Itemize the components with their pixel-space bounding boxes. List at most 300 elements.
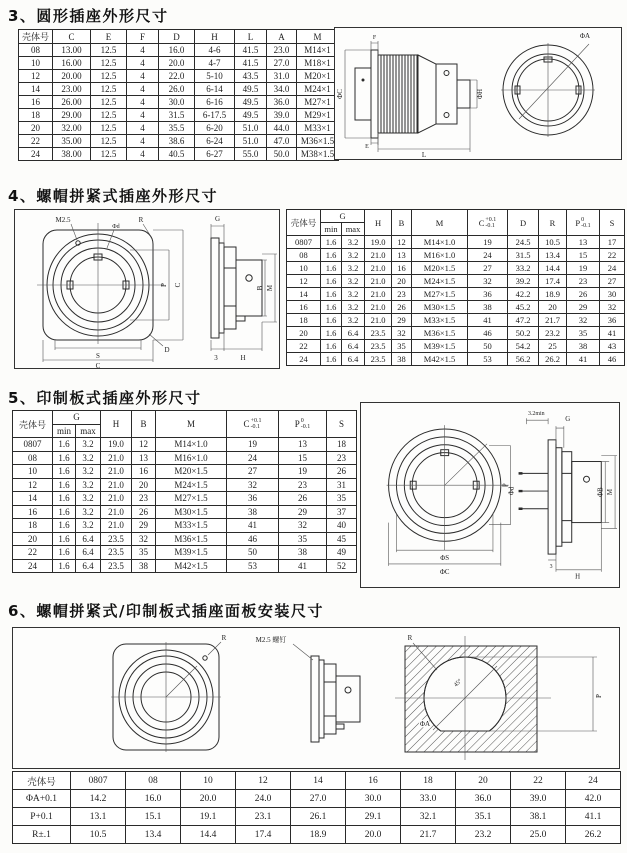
p-tol-upper: 0	[300, 418, 304, 424]
table-row	[13, 532, 357, 546]
table-cell: 3.2	[342, 288, 365, 301]
table-cell: 22	[13, 546, 53, 560]
table-cell: 4-6	[195, 44, 235, 57]
table-cell: 27	[227, 465, 279, 479]
table-row	[13, 559, 357, 573]
table-cell: 15	[567, 249, 600, 262]
table-cell: 41.5	[235, 44, 267, 57]
round-socket-drawing	[335, 28, 621, 159]
table-cell: 1.6	[53, 559, 76, 573]
table-cell: 49.5	[235, 83, 267, 96]
column-header: 22	[511, 772, 566, 790]
col-header-r: R	[539, 210, 567, 236]
column-header: 20	[456, 772, 511, 790]
col-header-b: B	[392, 210, 412, 236]
pcb-socket-dim-table	[12, 410, 357, 573]
table-cell: M33×1.5	[412, 314, 468, 327]
dim-label-f: F	[372, 35, 377, 41]
table-cell: 3.2	[342, 236, 365, 249]
table-cell: 14.4	[539, 262, 567, 275]
table-cell: 41	[600, 327, 625, 340]
table-cell: 38	[392, 353, 412, 366]
table-cell: 12.5	[91, 70, 127, 83]
round-socket-drawing-box	[334, 27, 622, 160]
col-header-shell: 壳体号	[13, 411, 53, 438]
table-cell: 32.1	[401, 808, 456, 826]
table-cell: 35	[279, 532, 327, 546]
col-header-h: H	[365, 210, 392, 236]
table-row	[13, 451, 357, 465]
table-cell: M27×1.5	[156, 492, 227, 506]
table-cell: 23	[392, 288, 412, 301]
table-cell: 10	[19, 57, 53, 70]
table-cell: 1.6	[53, 451, 76, 465]
table-cell: 36	[227, 492, 279, 506]
panel-mount-drawing-box	[12, 627, 620, 769]
column-header: 0807	[71, 772, 126, 790]
table-cell: 29	[392, 314, 412, 327]
table-cell: 23	[567, 275, 600, 288]
dim-label-d: D	[164, 346, 170, 354]
table-cell: 21.0	[101, 519, 132, 533]
table-cell: 12	[392, 236, 412, 249]
round-socket-dim-table	[18, 29, 339, 161]
table-cell: 6-14	[195, 83, 235, 96]
table-cell: 44.0	[267, 122, 297, 135]
col-header-d: D	[508, 210, 539, 236]
dim-label-r-cutout: R	[407, 634, 413, 642]
table-cell: 21.0	[101, 451, 132, 465]
table-cell: M24×1	[297, 83, 339, 96]
table-cell: 20	[13, 532, 53, 546]
table-row	[13, 519, 357, 533]
table-cell: 23.2	[456, 826, 511, 844]
table-cell: 23.1	[236, 808, 291, 826]
table-cell: 47.0	[267, 135, 297, 148]
table-cell: 1.6	[53, 505, 76, 519]
dim-label-r-front: R	[221, 634, 227, 642]
table-cell: 21.0	[365, 314, 392, 327]
table-cell: 35	[327, 492, 357, 506]
col-header-p-tolerance	[279, 411, 327, 438]
table-cell: 26	[567, 288, 600, 301]
table-cell: 24	[600, 262, 625, 275]
dim-label-phi-c: ΦC	[336, 89, 344, 99]
dim-label-e: E	[365, 144, 369, 150]
p-tol-lower: -0.1	[300, 424, 311, 430]
table-cell: 30	[600, 288, 625, 301]
column-header: M	[297, 30, 339, 44]
table-cell: 12.5	[91, 96, 127, 109]
table-cell: M39×1.5	[156, 546, 227, 560]
table-cell: 39.2	[508, 275, 539, 288]
dim-label-g: G	[565, 416, 571, 424]
table-row	[287, 288, 625, 301]
table-cell: 24	[13, 559, 53, 573]
table-cell: M30×1.5	[412, 301, 468, 314]
table-cell: 13	[567, 236, 600, 249]
table-row	[13, 478, 357, 492]
table-cell: 18	[19, 109, 53, 122]
table-cell: 38	[227, 505, 279, 519]
table-cell: 52	[327, 559, 357, 573]
col-header-p-tolerance	[567, 210, 600, 236]
table-cell: 21.0	[365, 275, 392, 288]
table-cell: 14.2	[71, 790, 126, 808]
table-cell: 12.5	[91, 122, 127, 135]
table-cell: 17.4	[236, 826, 291, 844]
table-cell: 4	[127, 83, 159, 96]
table-cell: 21.0	[101, 492, 132, 506]
table-cell: 13.1	[71, 808, 126, 826]
table-cell: P+0.1	[13, 808, 71, 826]
table-cell: 10	[287, 262, 321, 275]
dim-label-g: G	[214, 215, 221, 223]
table-cell: 42.2	[508, 288, 539, 301]
table-cell: M29×1	[297, 109, 339, 122]
col-header-g: G	[321, 210, 365, 223]
table-cell: 6.4	[342, 353, 365, 366]
table-cell: 32	[468, 275, 508, 288]
table-row	[13, 808, 621, 826]
table-cell: 13	[132, 451, 156, 465]
table-row	[13, 505, 357, 519]
table-cell: 18	[327, 438, 357, 452]
p-base: P	[294, 419, 300, 429]
table-cell: M14×1.0	[412, 236, 468, 249]
column-header: F	[127, 30, 159, 44]
table-cell: 13.4	[126, 826, 181, 844]
table-cell: 35.5	[159, 122, 195, 135]
table-cell: 22	[287, 340, 321, 353]
table-cell: 6.4	[342, 340, 365, 353]
section5-title: 5、印制板式插座外形尺寸	[8, 389, 202, 407]
panel-mount-drawing	[13, 628, 619, 768]
table-cell: 31.0	[267, 70, 297, 83]
table-cell: 1.6	[321, 275, 342, 288]
table-cell: 20.00	[53, 70, 91, 83]
column-header: E	[91, 30, 127, 44]
table-cell: 51.0	[235, 122, 267, 135]
table-cell: 29.1	[346, 808, 401, 826]
table-cell: 23	[327, 451, 357, 465]
table-cell: M42×1.5	[156, 559, 227, 573]
column-header: 18	[401, 772, 456, 790]
table-cell: M38×1.5	[297, 148, 339, 161]
table-cell: 25	[539, 340, 567, 353]
table-cell: 10.5	[539, 236, 567, 249]
table-cell: M16×1.0	[156, 451, 227, 465]
dim-label-3: 3	[214, 354, 218, 362]
table-cell: 0807	[13, 438, 53, 452]
table-cell: 16.0	[126, 790, 181, 808]
col-header-g-min: min	[53, 424, 76, 438]
table-cell: 3.2	[342, 262, 365, 275]
panel-mount-dim-table	[12, 771, 621, 844]
table-cell: 12	[287, 275, 321, 288]
table-cell: 24	[468, 249, 508, 262]
table-cell: 23.5	[365, 340, 392, 353]
table-cell: 19	[227, 438, 279, 452]
table-cell: 4	[127, 44, 159, 57]
table-cell: 13	[279, 438, 327, 452]
table-cell: 41	[227, 519, 279, 533]
table-cell: 35	[567, 327, 600, 340]
dimension-lines	[111, 642, 221, 752]
table-cell: 1.6	[321, 327, 342, 340]
table-cell: 26.2	[539, 353, 567, 366]
table-cell: 22.0	[159, 70, 195, 83]
table-cell: 3.2	[76, 519, 101, 533]
table-cell: 35	[132, 546, 156, 560]
table-cell: M27×1	[297, 96, 339, 109]
table-cell: 16	[19, 96, 53, 109]
pcb-socket-drawing-box	[360, 402, 620, 588]
table-cell: 4	[127, 122, 159, 135]
table-cell: 12.5	[91, 135, 127, 148]
c-tol-upper: +0.1	[485, 216, 497, 223]
nut-clamp-side-view	[211, 238, 262, 338]
dim-label-phi-a: ΦA	[419, 720, 431, 728]
table-cell: 6-20	[195, 122, 235, 135]
table-cell: 30.0	[159, 96, 195, 109]
table-cell: 25.0	[511, 826, 566, 844]
dim-label-p: P	[502, 483, 510, 488]
table-cell: 14	[19, 83, 53, 96]
dim-label-phi-h: ΦH	[476, 88, 484, 100]
table-cell: 40	[327, 519, 357, 533]
table-cell: 31.5	[159, 109, 195, 122]
table-cell: 26	[327, 465, 357, 479]
nut-clamp-drawing-box	[14, 209, 280, 369]
table-cell: 12.5	[91, 57, 127, 70]
table-cell: 41	[468, 314, 508, 327]
dim-label-m25: M2.5	[55, 216, 71, 224]
table-row	[287, 236, 625, 249]
table-cell: 23	[279, 478, 327, 492]
dim-label-phi-b: ΦB	[597, 487, 605, 497]
table-cell: 6.4	[76, 532, 101, 546]
table-cell: 1.6	[321, 262, 342, 275]
table-cell: 12.5	[91, 44, 127, 57]
table-cell: 50.0	[267, 148, 297, 161]
table-cell: 14.4	[181, 826, 236, 844]
table-row	[13, 465, 357, 479]
table-cell: M39×1.5	[412, 340, 468, 353]
table-cell: 32	[227, 478, 279, 492]
col-header-s: S	[600, 210, 625, 236]
table-cell: 1.6	[53, 519, 76, 533]
table-cell: 32	[600, 301, 625, 314]
table-cell: 40.5	[159, 148, 195, 161]
table-cell: 1.6	[53, 546, 76, 560]
dim-label-p: P	[595, 694, 603, 698]
table-cell: 33.0	[401, 790, 456, 808]
table-cell: 1.6	[321, 288, 342, 301]
table-cell: 38.00	[53, 148, 91, 161]
col-header-g: G	[53, 411, 101, 425]
dim-label-b: B	[256, 285, 264, 291]
table-cell: 27.0	[291, 790, 346, 808]
dim-label-p: P	[160, 283, 168, 287]
table-cell: 13	[392, 249, 412, 262]
table-cell: 39.0	[511, 790, 566, 808]
table-cell: 3.2	[76, 438, 101, 452]
table-cell: 38.6	[159, 135, 195, 148]
table-cell: 4	[127, 135, 159, 148]
table-cell: 6.4	[76, 546, 101, 560]
table-cell: 24.0	[236, 790, 291, 808]
table-cell: 1.6	[321, 340, 342, 353]
table-cell: 1.6	[53, 465, 76, 479]
table-cell: 32.00	[53, 122, 91, 135]
col-header-m: M	[412, 210, 468, 236]
table-cell: 6-24	[195, 135, 235, 148]
table-row	[13, 790, 621, 808]
col-header-m: M	[156, 411, 227, 438]
table-cell: 19	[279, 465, 327, 479]
table-cell: M20×1.5	[156, 465, 227, 479]
table-cell: 4	[127, 57, 159, 70]
c-base: C	[478, 217, 485, 228]
table-cell: 19.0	[365, 236, 392, 249]
table-cell: 26	[392, 301, 412, 314]
table-cell: 1.6	[321, 314, 342, 327]
dim-label-phi-d: Φd	[508, 486, 516, 496]
table-cell: M20×1	[297, 70, 339, 83]
table-cell: 20	[132, 478, 156, 492]
table-cell: 36.0	[267, 96, 297, 109]
table-cell: 49.5	[235, 109, 267, 122]
round-socket-side-view	[355, 50, 470, 138]
table-cell: 1.6	[321, 353, 342, 366]
table-cell: 3.2	[342, 249, 365, 262]
col-header-s: S	[327, 411, 357, 438]
table-cell: 27	[468, 262, 508, 275]
table-cell: 21.0	[101, 465, 132, 479]
table-row	[13, 546, 357, 560]
table-cell: R±.1	[13, 826, 71, 844]
table-cell: 26.0	[159, 83, 195, 96]
table-cell: 16	[287, 301, 321, 314]
table-cell: 36	[468, 288, 508, 301]
table-cell: 49	[327, 546, 357, 560]
table-cell: 12.5	[91, 148, 127, 161]
table-cell: 53	[227, 559, 279, 573]
table-cell: 20	[539, 301, 567, 314]
table-cell: 23.00	[53, 83, 91, 96]
table-cell: 12	[132, 438, 156, 452]
table-cell: 21.7	[539, 314, 567, 327]
table-row	[13, 826, 621, 844]
table-cell: 14	[287, 288, 321, 301]
nut-clamp-socket-dim-table	[286, 209, 625, 366]
col-header-c-tolerance	[227, 411, 279, 438]
table-cell: 1.6	[53, 532, 76, 546]
table-cell: 15	[279, 451, 327, 465]
table-cell: 29.00	[53, 109, 91, 122]
table-cell: 21.7	[401, 826, 456, 844]
table-cell: 45	[327, 532, 357, 546]
table-cell: 32	[567, 314, 600, 327]
table-cell: 16.00	[53, 57, 91, 70]
c-tol-lower: -0.1	[250, 424, 261, 430]
table-cell: 23.0	[267, 44, 297, 57]
pcb-side-view	[519, 440, 605, 554]
p-base: P	[575, 217, 581, 228]
table-cell: 1.6	[321, 236, 342, 249]
dim-label-phi-a: ΦA	[579, 32, 591, 40]
p-tol-lower: -0.1	[581, 222, 591, 229]
dim-label-r: R	[138, 216, 144, 224]
dim-label-m: M	[266, 284, 274, 292]
table-cell: 13.4	[539, 249, 567, 262]
table-cell: 21.0	[365, 288, 392, 301]
table-cell: M20×1.5	[412, 262, 468, 275]
table-row	[287, 353, 625, 366]
table-cell: 23	[132, 492, 156, 506]
table-cell: 21.0	[101, 478, 132, 492]
table-cell: 27.0	[267, 57, 297, 70]
table-cell: 34.0	[267, 83, 297, 96]
table-cell: ΦA+0.1	[13, 790, 71, 808]
table-cell: 36.0	[456, 790, 511, 808]
table-cell: 23.5	[101, 559, 132, 573]
table-cell: 38	[132, 559, 156, 573]
table-cell: 37	[327, 505, 357, 519]
table-cell: 23.5	[101, 532, 132, 546]
table-cell: M16×1.0	[412, 249, 468, 262]
table-cell: 55.0	[235, 148, 267, 161]
table-cell: 26.2	[566, 826, 621, 844]
dim-label-h: H	[575, 573, 581, 581]
table-row	[287, 249, 625, 262]
column-header: 08	[126, 772, 181, 790]
dim-label-c: C	[174, 282, 182, 288]
table-cell: 39.0	[267, 109, 297, 122]
dim-label-h: H	[240, 354, 246, 362]
column-header: L	[235, 30, 267, 44]
table-cell: 50	[227, 546, 279, 560]
dim-label-phi-c: ΦC	[439, 568, 450, 576]
table-cell: 10.5	[71, 826, 126, 844]
table-cell: 3.2	[76, 505, 101, 519]
table-cell: 21.0	[365, 262, 392, 275]
table-cell: 19.1	[181, 808, 236, 826]
col-header-g-max: max	[76, 424, 101, 438]
col-header-g-max: max	[342, 223, 365, 236]
table-cell: 6.4	[342, 327, 365, 340]
table-cell: 18.9	[539, 288, 567, 301]
table-row	[19, 96, 339, 109]
table-cell: M36×1.5	[412, 327, 468, 340]
table-cell: 24	[287, 353, 321, 366]
table-cell: 17.4	[539, 275, 567, 288]
column-header: 16	[346, 772, 401, 790]
table-cell: 19	[567, 262, 600, 275]
table-cell: M27×1.5	[412, 288, 468, 301]
table-cell: 23.5	[365, 327, 392, 340]
table-cell: 6-17.5	[195, 109, 235, 122]
table-row	[19, 122, 339, 135]
table-cell: 43	[600, 340, 625, 353]
table-row	[287, 327, 625, 340]
c-tol-lower: -0.1	[485, 222, 495, 229]
table-cell: 21.0	[365, 249, 392, 262]
table-cell: 33.2	[508, 262, 539, 275]
column-header: D	[159, 30, 195, 44]
dim-label-c2: C	[95, 362, 101, 368]
